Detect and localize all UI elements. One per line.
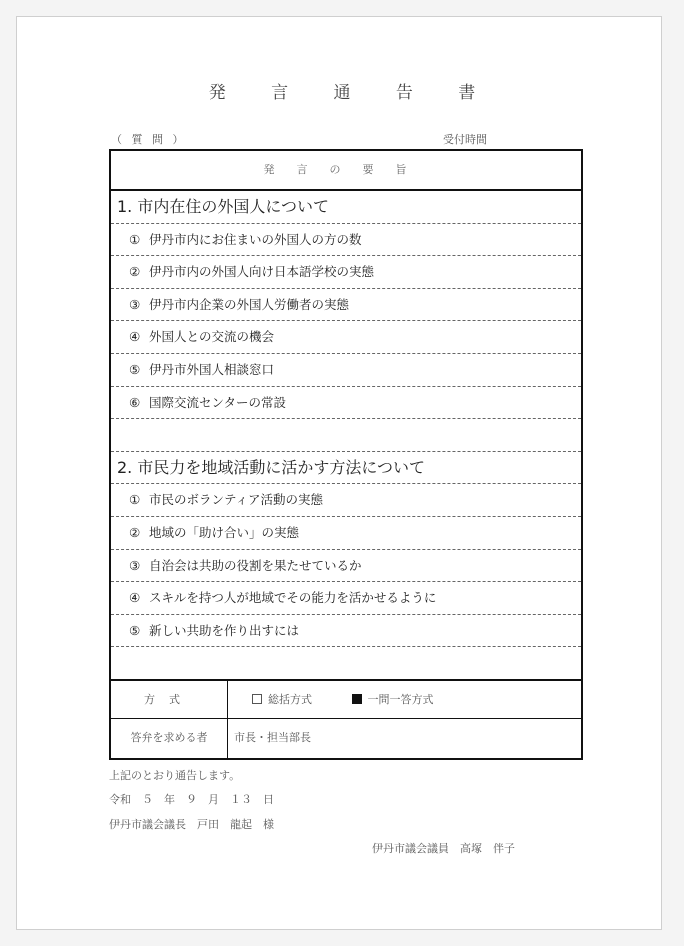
item-number: ① xyxy=(129,492,141,508)
item-text: 外国人との交流の機会 xyxy=(149,329,275,345)
topic-heading-2: 2. 市民力を地域活動に活かす方法について xyxy=(111,452,581,485)
item-text: 市民のボランティア活動の実態 xyxy=(149,492,324,508)
respondent-row xyxy=(111,719,581,758)
empty-row xyxy=(111,419,581,452)
item-number: ③ xyxy=(129,296,141,312)
notice-statement: 上記のとおり通告します。 xyxy=(109,769,241,782)
method-option-one-by-one[interactable] xyxy=(352,681,434,719)
list-item xyxy=(111,224,581,257)
method-option-summary-label: 総括方式 xyxy=(268,693,312,706)
list-item xyxy=(111,582,581,615)
item-number: ⑤ xyxy=(129,622,141,638)
item-text: 伊丹市内にお住まいの外国人の方の数 xyxy=(149,231,362,247)
checkbox-icon[interactable] xyxy=(252,694,262,704)
reception-time-label: 受付時間 xyxy=(443,133,487,146)
item-number: ④ xyxy=(129,590,141,606)
document-title: 発 言 通 告 書 xyxy=(208,83,496,103)
topic-heading-1: 1. 市内在住の外国人について xyxy=(111,191,581,224)
respondent-value: 市長・担当部長 xyxy=(234,731,311,744)
list-item xyxy=(111,484,581,517)
item-number: ⑥ xyxy=(129,394,141,410)
respondent-label: 答弁を求める者 xyxy=(111,719,228,758)
item-number: ⑤ xyxy=(129,361,141,377)
question-label: （ 質 問 ） xyxy=(111,133,187,146)
notice-form-table xyxy=(109,149,583,760)
list-item xyxy=(111,321,581,354)
method-option-summary[interactable] xyxy=(252,681,312,719)
item-number: ③ xyxy=(129,557,141,573)
item-text: 伊丹市内企業の外国人労働者の実態 xyxy=(149,296,350,312)
list-item xyxy=(111,517,581,550)
list-item xyxy=(111,615,581,648)
list-item xyxy=(111,256,581,289)
item-text: 伊丹市内の外国人向け日本語学校の実態 xyxy=(149,264,375,280)
item-text: 新しい共助を作り出すには xyxy=(149,622,300,638)
item-number: ② xyxy=(129,264,141,280)
sender: 伊丹市議会議員 高塚 伴子 xyxy=(372,842,515,855)
addressee: 伊丹市議会議長 戸田 龍起 様 xyxy=(109,818,274,831)
list-item xyxy=(111,354,581,387)
empty-row xyxy=(111,647,581,680)
summary-header: 発言の要旨 xyxy=(111,151,581,191)
item-text: スキルを持つ人が地域でその能力を活かせるように xyxy=(149,590,437,606)
item-text: 国際交流センターの常設 xyxy=(149,394,287,410)
item-number: ① xyxy=(129,231,141,247)
checkbox-icon[interactable] xyxy=(352,694,362,704)
item-number: ② xyxy=(129,524,141,540)
notice-date: 令和 ５ 年 ９ 月 １３ 日 xyxy=(109,793,274,806)
item-number: ④ xyxy=(129,329,141,345)
item-text: 地域の「助け合い」の実態 xyxy=(149,524,300,540)
method-label: 方式 xyxy=(111,681,228,718)
method-row xyxy=(111,679,581,719)
method-options xyxy=(228,681,581,718)
method-option-one-by-one-label: 一問一答方式 xyxy=(367,693,434,706)
item-text: 自治会は共助の役割を果たせているか xyxy=(149,557,362,573)
item-text: 伊丹市外国人相談窓口 xyxy=(149,361,275,377)
list-item xyxy=(111,550,581,583)
list-item xyxy=(111,289,581,322)
list-item xyxy=(111,387,581,420)
